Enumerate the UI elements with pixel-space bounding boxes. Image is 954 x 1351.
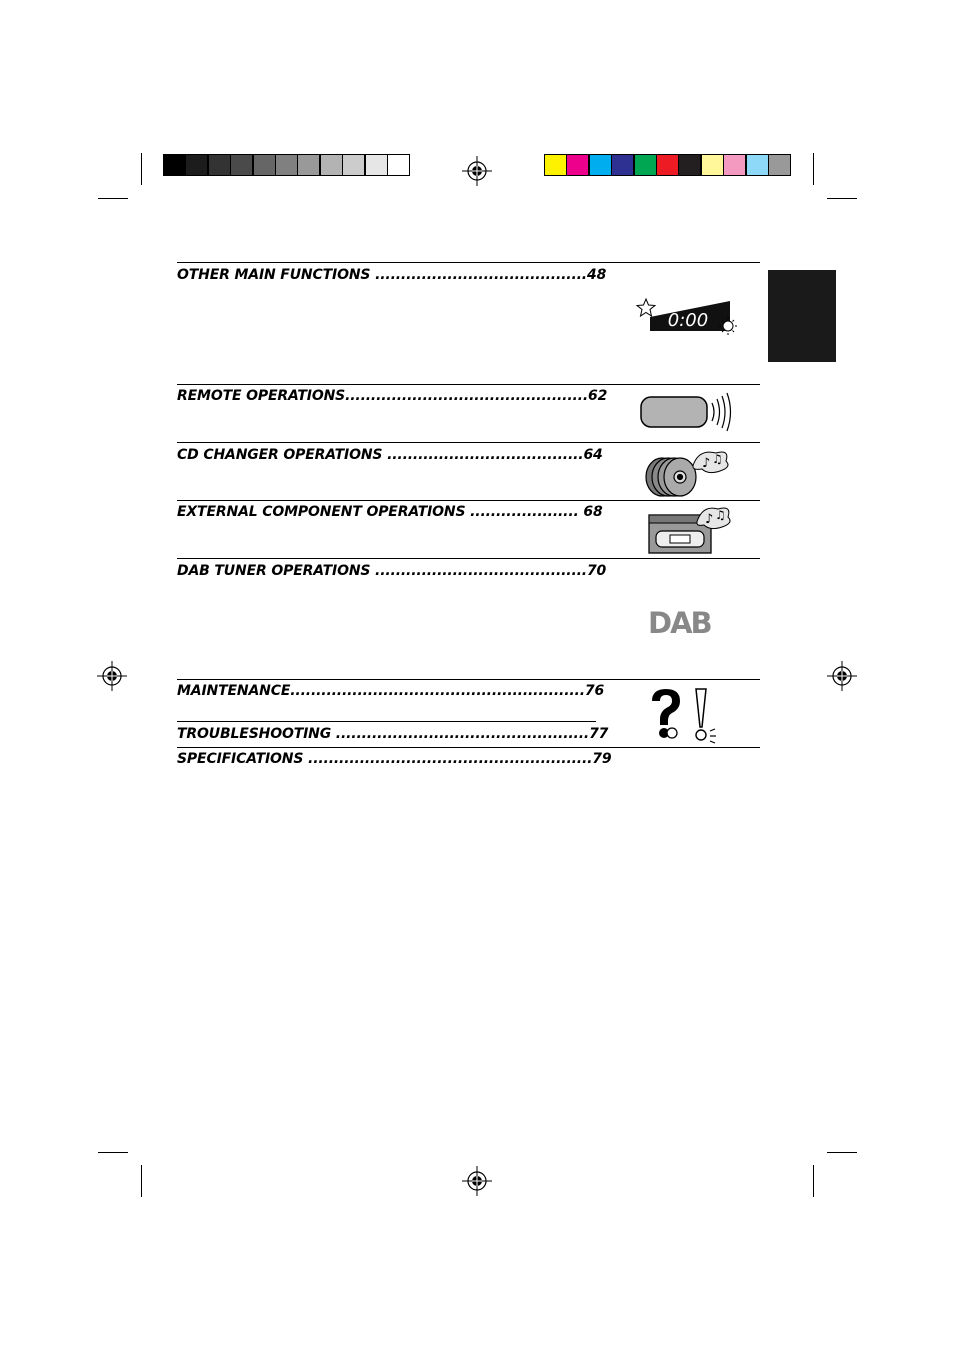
crop-mark [98,1152,128,1153]
calibration-swatch [320,154,343,176]
dab-logo-icon [648,606,720,640]
calibration-swatch [208,154,231,176]
toc-page: 76 [584,683,605,699]
calibration-swatch [589,154,612,176]
calibration-swatch [230,154,253,176]
toc-title: TROUBLESHOOTING [177,726,332,742]
svg-text:♪: ♪ [705,512,714,527]
clock-display-icon [638,297,742,339]
toc-leader: ....................................................... [303,751,593,767]
toc-leader: ......................................... [370,563,587,579]
section-divider [177,721,596,722]
svg-text:♫: ♫ [715,508,726,522]
section-divider [177,442,760,443]
toc-page: 62 [588,388,608,404]
registration-target-icon [462,1166,492,1196]
calibration-swatch [566,154,589,176]
toc-title: EXTERNAL COMPONENT OPERATIONS [177,504,466,520]
crop-mark [827,1152,857,1153]
crop-mark [813,153,814,185]
toc-entry[interactable] [177,725,609,743]
toc-leader: ...................................... [382,447,584,463]
crop-mark [141,153,142,185]
section-divider [177,679,760,680]
calibration-swatch [634,154,657,176]
registration-target-icon [97,661,127,691]
toc-entry[interactable] [177,446,603,464]
registration-target-icon [827,661,857,691]
section-tab [768,270,836,362]
toc-title: SPECIFICATIONS [177,751,304,767]
toc-page: 77 [589,726,609,742]
calibration-swatch [342,154,365,176]
toc-entry[interactable] [177,750,612,768]
calibration-swatch [185,154,208,176]
toc-page: 64 [583,447,603,463]
calibration-swatch [723,154,746,176]
calibration-swatch [701,154,724,176]
toc-entry[interactable] [177,682,605,700]
calibration-swatch [544,154,567,176]
toc-title: DAB TUNER OPERATIONS [177,563,371,579]
calibration-swatch [275,154,298,176]
calibration-swatch [768,154,791,176]
calibration-swatch [746,154,769,176]
calibration-swatch [611,154,634,176]
toc-entry[interactable] [177,503,603,521]
svg-text:DAB: DAB [648,606,711,640]
calibration-swatch [163,154,186,176]
calibration-swatch [678,154,701,176]
svg-text:0:00: 0:00 [667,310,709,331]
toc-leader: ................................................. [331,726,590,742]
toc-leader: ..................... [465,504,584,520]
svg-text:♫: ♫ [712,452,723,466]
calibration-swatch [297,154,320,176]
toc-title: CD CHANGER OPERATIONS [177,447,383,463]
remote-control-icon [640,393,736,437]
toc-leader: ......................................................... [290,683,585,699]
toc-leader: ......................................... [370,267,587,283]
registration-target-icon [462,156,492,186]
calibration-swatch [365,154,388,176]
toc-page: 68 [583,504,603,520]
section-divider [177,262,760,263]
toc-title: MAINTENANCE [177,683,291,699]
toc-entry[interactable] [177,562,607,580]
toc-title: REMOTE OPERATIONS [177,388,346,404]
svg-text:♪: ♪ [702,456,711,471]
question-exclamation-icon [646,687,724,743]
calibration-swatch [253,154,276,176]
toc-page: 79 [592,751,612,767]
toc-entry[interactable] [177,387,608,405]
section-divider [177,500,760,501]
section-divider [177,747,760,748]
section-divider [177,384,760,385]
crop-mark [141,1165,142,1197]
crop-mark [98,198,128,199]
toc-page: 48 [586,267,607,283]
toc-title: OTHER MAIN FUNCTIONS [177,267,371,283]
toc-page: 70 [586,563,607,579]
toc-entry[interactable] [177,266,607,284]
crop-mark [813,1165,814,1197]
calibration-swatch [387,154,410,176]
calibration-swatch [656,154,679,176]
section-divider [177,558,760,559]
toc-leader: ............................................... [345,388,588,404]
cd-changer-icon [642,445,734,499]
external-component-icon [648,505,734,555]
crop-mark [827,198,857,199]
